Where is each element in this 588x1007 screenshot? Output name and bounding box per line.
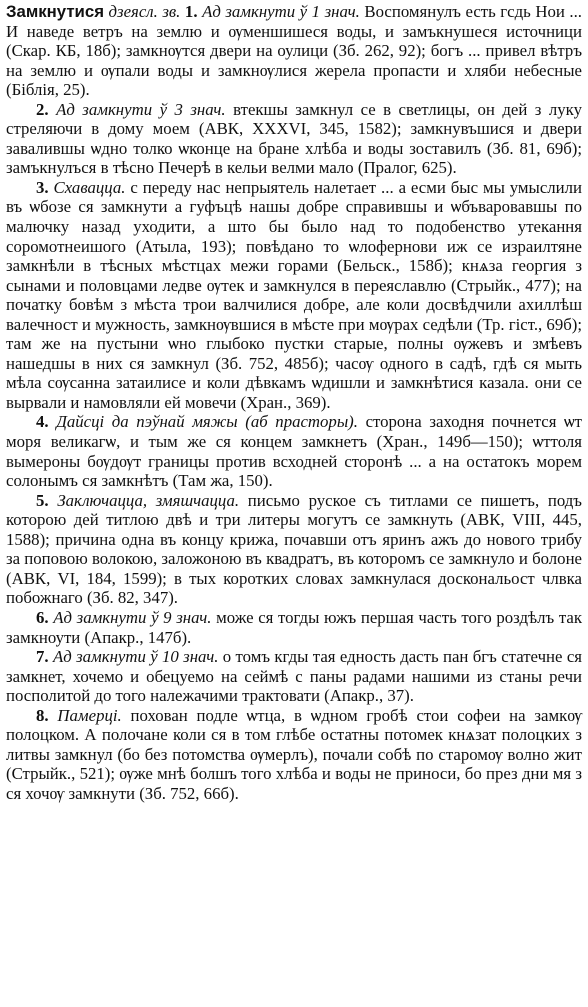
- sense-definition: Памерці.: [57, 705, 122, 725]
- headword: Замкнутися: [6, 2, 104, 21]
- grammar-label: дзеясл. зв.: [108, 2, 181, 21]
- sense-citations: с переду нас непрыятель налетает ... а есми быс мы умыслили въ ѡбозе ся замкнути а гуфъцѣ нашы добре справившы и ѡбъваровавшы по малючку назад уходити, а што бы было над то подобенство утекання соромотнеишого (Атыла, 193); повѣдано то ѡлофернови иж се израилтяне замкнѣли в тѣсных мѣстцах межи горами (Бельск., 158б); кнѧза георгия з сынами и половцами ледве ѹтек и замкнулся в переяславлю (Стрыйк., 477); на початку бовѣм з мѣста трои валчилися добре, але коли досвѣдчили ахиллѣш валечност и мужность, замкнѹвшися в мѣсте при мѹрах седѣли (Тр. гіст., 69б); там же на пустыни ѡно глыбоко пустки старые, полны ѹжевъ и змѣевъ нашедшы в них ся замкнул (Зб. 752, 485б); часѹ одного в садѣ, гдѣ ся мыть мѣла сѹсанна затаилисе и коли дѣвкамъ ѡдишли и замкнѣтися казала. они се вырвали и намовляли ей мовечи (Хран., 369).: [6, 177, 582, 412]
- sense-3: [6, 178, 582, 413]
- sense-definition: Ад замкнути ў 3 знач.: [56, 99, 226, 119]
- sense-8: [6, 706, 582, 804]
- sense-number: 1.: [184, 2, 198, 21]
- sense-number: 5.: [36, 490, 49, 510]
- sense-definition: Ад замкнути ў 9 знач.: [53, 607, 212, 627]
- sense-definition: Схавацца.: [53, 177, 126, 197]
- sense-number: 6.: [36, 607, 49, 627]
- sense-number: 2.: [36, 99, 49, 119]
- sense-citations: письмо руское съ титлами се пишетъ, подъ которою дей титлою двѣ и три литеры могутъ се замкнуть (АВК, VIII, 445, 1588); причина одна въ концу крижа, почавши отъ яринъ ажъ до нового трибу за поповою волокою, заложоною въ квадратъ, въ которомъ се замкнуло и болоне (АВК, VI, 184, 1599); в тых коротких словах замкнулася доскональост члвка побожнаго (Зб. 82, 347).: [6, 490, 582, 608]
- sense-citations: о томъ кгды тая едность дасть пан бгъ статечне ся замкнет, хочемо и обецуемо на сеймѣ с паны радами нашими из станы речи посполитой до того належачими трактовати (Апакр., 37).: [6, 647, 582, 706]
- sense-citations: похован подле ѡтца, в ѡдном гробѣ стои софеи на замкѹ полоцком. А полочане коли ся в том глѣбе остатны потомек кнѧзат полоцких з литвы замкнул (бо без потомства ѹмерлъ), почали собѣ по старомѹ волно жит (Стрыйк., 521); ѹже мнѣ болшъ того хлѣба и воды не приноси, бо през дни мя з ся хочѹ замкнути (Зб. 752, 66б).: [6, 705, 582, 803]
- sense-number: 7.: [36, 647, 49, 667]
- sense-definition: Дайсці да пэўнай мяжы (аб прасторы).: [56, 412, 358, 432]
- sense-citations: втекшы замкнул се в светлицы, он дей з луку стреляючи в дому моем (АВК, XXXVI, 345, 1582); замкнувъшися и двери завалившы ѡдно толко ѡконце на бране хлѣба и воды зоставилъ (Зб. 81, 69б); замъкнулъся в тѣсно Печерѣ в кельи велми мало (Пралог, 625).: [6, 99, 582, 178]
- sense-7: [6, 647, 582, 706]
- sense-2: [6, 100, 582, 178]
- sense-6: [6, 608, 582, 647]
- sense-number: 3.: [36, 177, 49, 197]
- dictionary-entry: [6, 2, 582, 100]
- sense-definition: Ад замкнути ў 1 знач.: [202, 2, 360, 21]
- sense-citations: сторона заходня почнется ѡт моря великагѡ, и тым же ся концем замкнетъ (Хран., 149б—150); ѡттоля вымероны бѹдѹт границы против всходней сторонѣ ... а на остатокъ морем солонымъ ся замкнѣтъ (Там жа, 150).: [6, 412, 582, 491]
- sense-citations: Воспомянулъ есть гсдь Нои ... И наведе ветръ на землю и ѹменшишеся воды, и замъкнушеся источници (Скар. КБ, 18б); замкнѹтся двери на оулици (Зб. 262, 92); богъ ... привел вѣтръ на землю и ѹпали воды и замкнѹлися жерела пропасти и хляби небесные (Біблія, 25).: [6, 2, 582, 100]
- sense-number: 4.: [36, 412, 49, 432]
- sense-definition: Заключацца, змяшчацца.: [57, 490, 240, 510]
- sense-5: [6, 491, 582, 608]
- sense-number: 8.: [36, 705, 49, 725]
- sense-citations: може ся тогды южъ першая часть того роздѣлъ так замкноути (Апакр., 147б).: [6, 607, 582, 647]
- sense-4: [6, 412, 582, 490]
- sense-definition: Ад замкнути ў 10 знач.: [52, 647, 219, 667]
